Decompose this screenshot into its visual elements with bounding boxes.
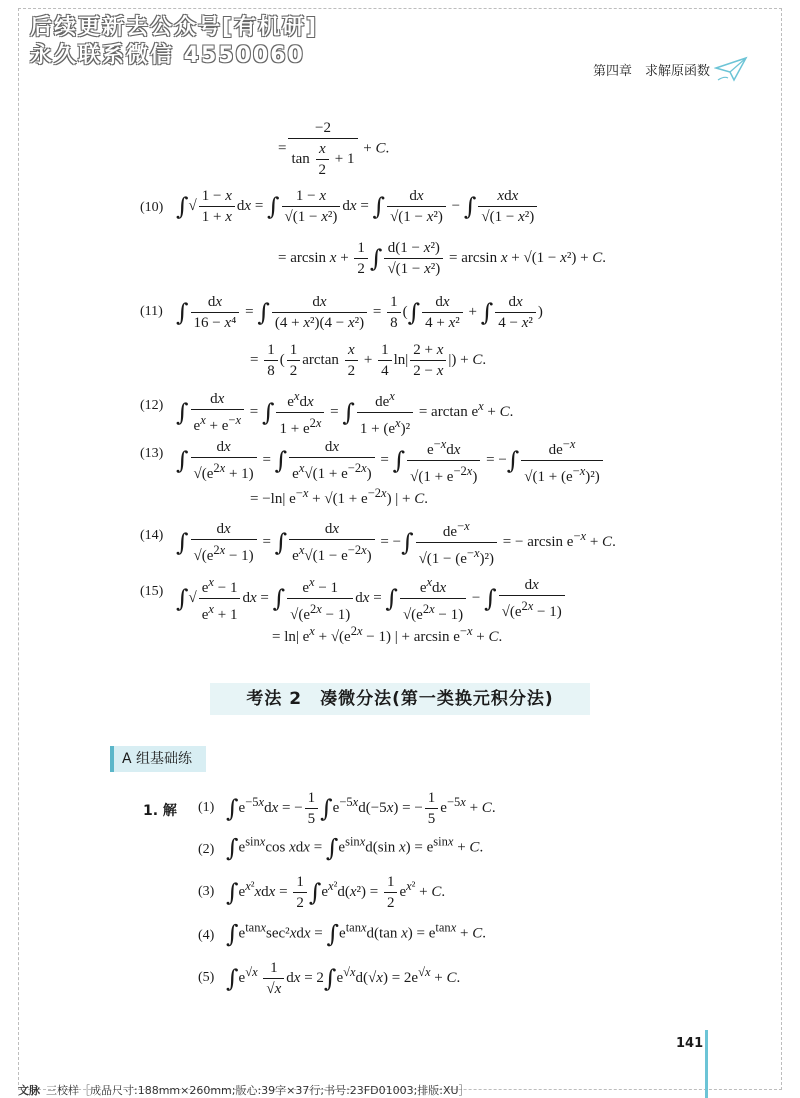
page-number: 141 bbox=[676, 1036, 704, 1051]
sol-formula-2: $\int e^{sinx}\cos$ xdx = $\int e^{sinx}d(\sin$ $x) = e^{sinx} + C$. bbox=[226, 834, 484, 862]
watermark-line-2: 永久联系微信 4550060 bbox=[30, 43, 305, 68]
paper-plane-icon bbox=[714, 54, 748, 84]
sol-formula-4: $\int e^{tanx}\sec^2xdx = \int e^{tanx}d(\tan$ $x) = e^{tanx} + C$. bbox=[226, 920, 486, 948]
footer-brand: 文脉 bbox=[18, 1084, 40, 1097]
item-label-14: (14) bbox=[140, 528, 164, 543]
item-label-10: (10) bbox=[140, 200, 164, 215]
sol-formula-5: $\int e^{√x}$ $\frac{1}{√x}$ dx = $2\int e^{√x}d(√x) = 2e^{√x} + C$. bbox=[226, 960, 461, 997]
formula-13-line-1: ∫ $\frac{dx}{√(e^{2x} + 1)}$ = ∫ $\frac{dx}{e^x√(1 + e^{-2x})}$ = ∫ $\frac{e^{-x}dx}{√(1 + e^{-2x})}$ = −∫ $\frac{de^{-x}}{√(1 + (e^{-x})^2)}$ bbox=[176, 434, 605, 487]
item-label-13: (13) bbox=[140, 446, 164, 461]
formula-10-line-2: = arcsin x + $\frac{1}{2}$ ∫ $\frac{\text{d(1 − x²)}}{\text{√(1 − x²)}}$ = arcsin x + √(1 − x²) + C. bbox=[278, 240, 607, 277]
item-label-12: (12) bbox=[140, 398, 164, 413]
formula-10-line-1: ∫√ $\frac{1 - x}{1 + x}$ dx = ∫ $\frac{1 - x}{\text{√(1 − x²)}}$ dx = ∫ $\frac{dx}{\text{√(1 − x²)}}$ − ∫ $\frac{\text{xdx}}{\text{√(1 − x²)}}$ bbox=[176, 186, 539, 227]
sol-formula-3: $\int e^{x^2}xdx$ = $\frac{1}{2}$ $\int e^{x^2}d(x^2)$ = $\frac{1}{2}$ $e^{x^2} + C$. bbox=[226, 874, 446, 911]
footer-text: 三校样［成品尺寸:188mm×260mm;版心:39字×37行;书号:23FD01003;排版:XU］ bbox=[46, 1084, 470, 1097]
solution-label: 1. 解 bbox=[143, 803, 177, 819]
formula-15-line-2: = ln| $e^x + √(e^{2x} - 1)$ | + $\arcsin e^{-x} + C$. bbox=[272, 624, 503, 645]
formula-9-cont: = −2 tan $\frac{x}{2}$ + 1 + C. bbox=[278, 120, 390, 178]
watermark-line-1: 后续更新去公众号[有机研] bbox=[30, 15, 319, 40]
section-title: 考法 2 凑微分法(第一类换元积分法) bbox=[210, 683, 590, 715]
formula-11-line-2: = $\frac{1}{8}$ ( $\frac{1}{2}$ arctan $\frac{x}{2}$ + $\frac{1}{4}$ ln| $\frac{2 + x}{2 - x}$ |) + C. bbox=[250, 342, 487, 379]
formula-11-line-1: ∫ $\frac{dx}{\text{16 − x⁴}}$ = ∫ $\frac{dx}{\text{(4 + x²)(4 − x²)}}$ = $\frac{1}{8}$ (∫ $\frac{dx}{\text{4 + x²}}$ + ∫ $\frac{dx}{\text{4 − x²}}$ ) bbox=[176, 294, 543, 331]
footer bbox=[18, 1082, 470, 1098]
formula-15-line-1: ∫√ $\frac{e^x - 1}{e^x + 1}$ dx = ∫ $\frac{e^x - 1}{√(e^{2x} - 1)}$ dx = ∫ $\frac{e^xdx}{√(e^{2x} - 1)}$ − ∫ $\frac{dx}{√(e^{2x} - 1)}$ bbox=[176, 572, 567, 625]
item-label-11: (11) bbox=[140, 304, 163, 319]
formula-13-line-2: = −ln| $e^{-x} + √(1 + e^{-2x})$ | + C. bbox=[250, 486, 429, 507]
page-edge-line bbox=[705, 1030, 708, 1098]
sol-label-2: (2) bbox=[198, 842, 215, 857]
sol-label-3: (3) bbox=[198, 884, 215, 899]
sol-label-1: (1) bbox=[198, 800, 215, 815]
chapter-header: 第四章 求解原函数 bbox=[592, 64, 710, 79]
sol-label-4: (4) bbox=[198, 928, 215, 943]
group-title: A 组基础练 bbox=[110, 746, 206, 772]
formula-14: ∫ $\frac{dx}{√(e^{2x} - 1)}$ = ∫ $\frac{dx}{e^x√(1 - e^{-2x})}$ = −∫ $\frac{de^{-x}}{√(1 - (e^{-x})^2)}$ = − $\arcsin e^{-x} + C$. bbox=[176, 516, 616, 569]
formula-12: ∫ $\frac{dx}{e^x + e^{-x}}$ = ∫ $\frac{e^xdx}{1 + e^{2x}}$ = ∫ $\frac{de^x}{1 + (e^x)^2}$ = $\arctan e^x + C$. bbox=[176, 386, 513, 439]
item-label-15: (15) bbox=[140, 584, 164, 599]
sol-label-5: (5) bbox=[198, 970, 215, 985]
sol-formula-1: $\int e^{-5x}dx$ = − $\frac{1}{5}$ $\int e^{-5x}d(-5x)$ = − $\frac{1}{5}$ $e^{-5x} + C$. bbox=[226, 790, 496, 827]
